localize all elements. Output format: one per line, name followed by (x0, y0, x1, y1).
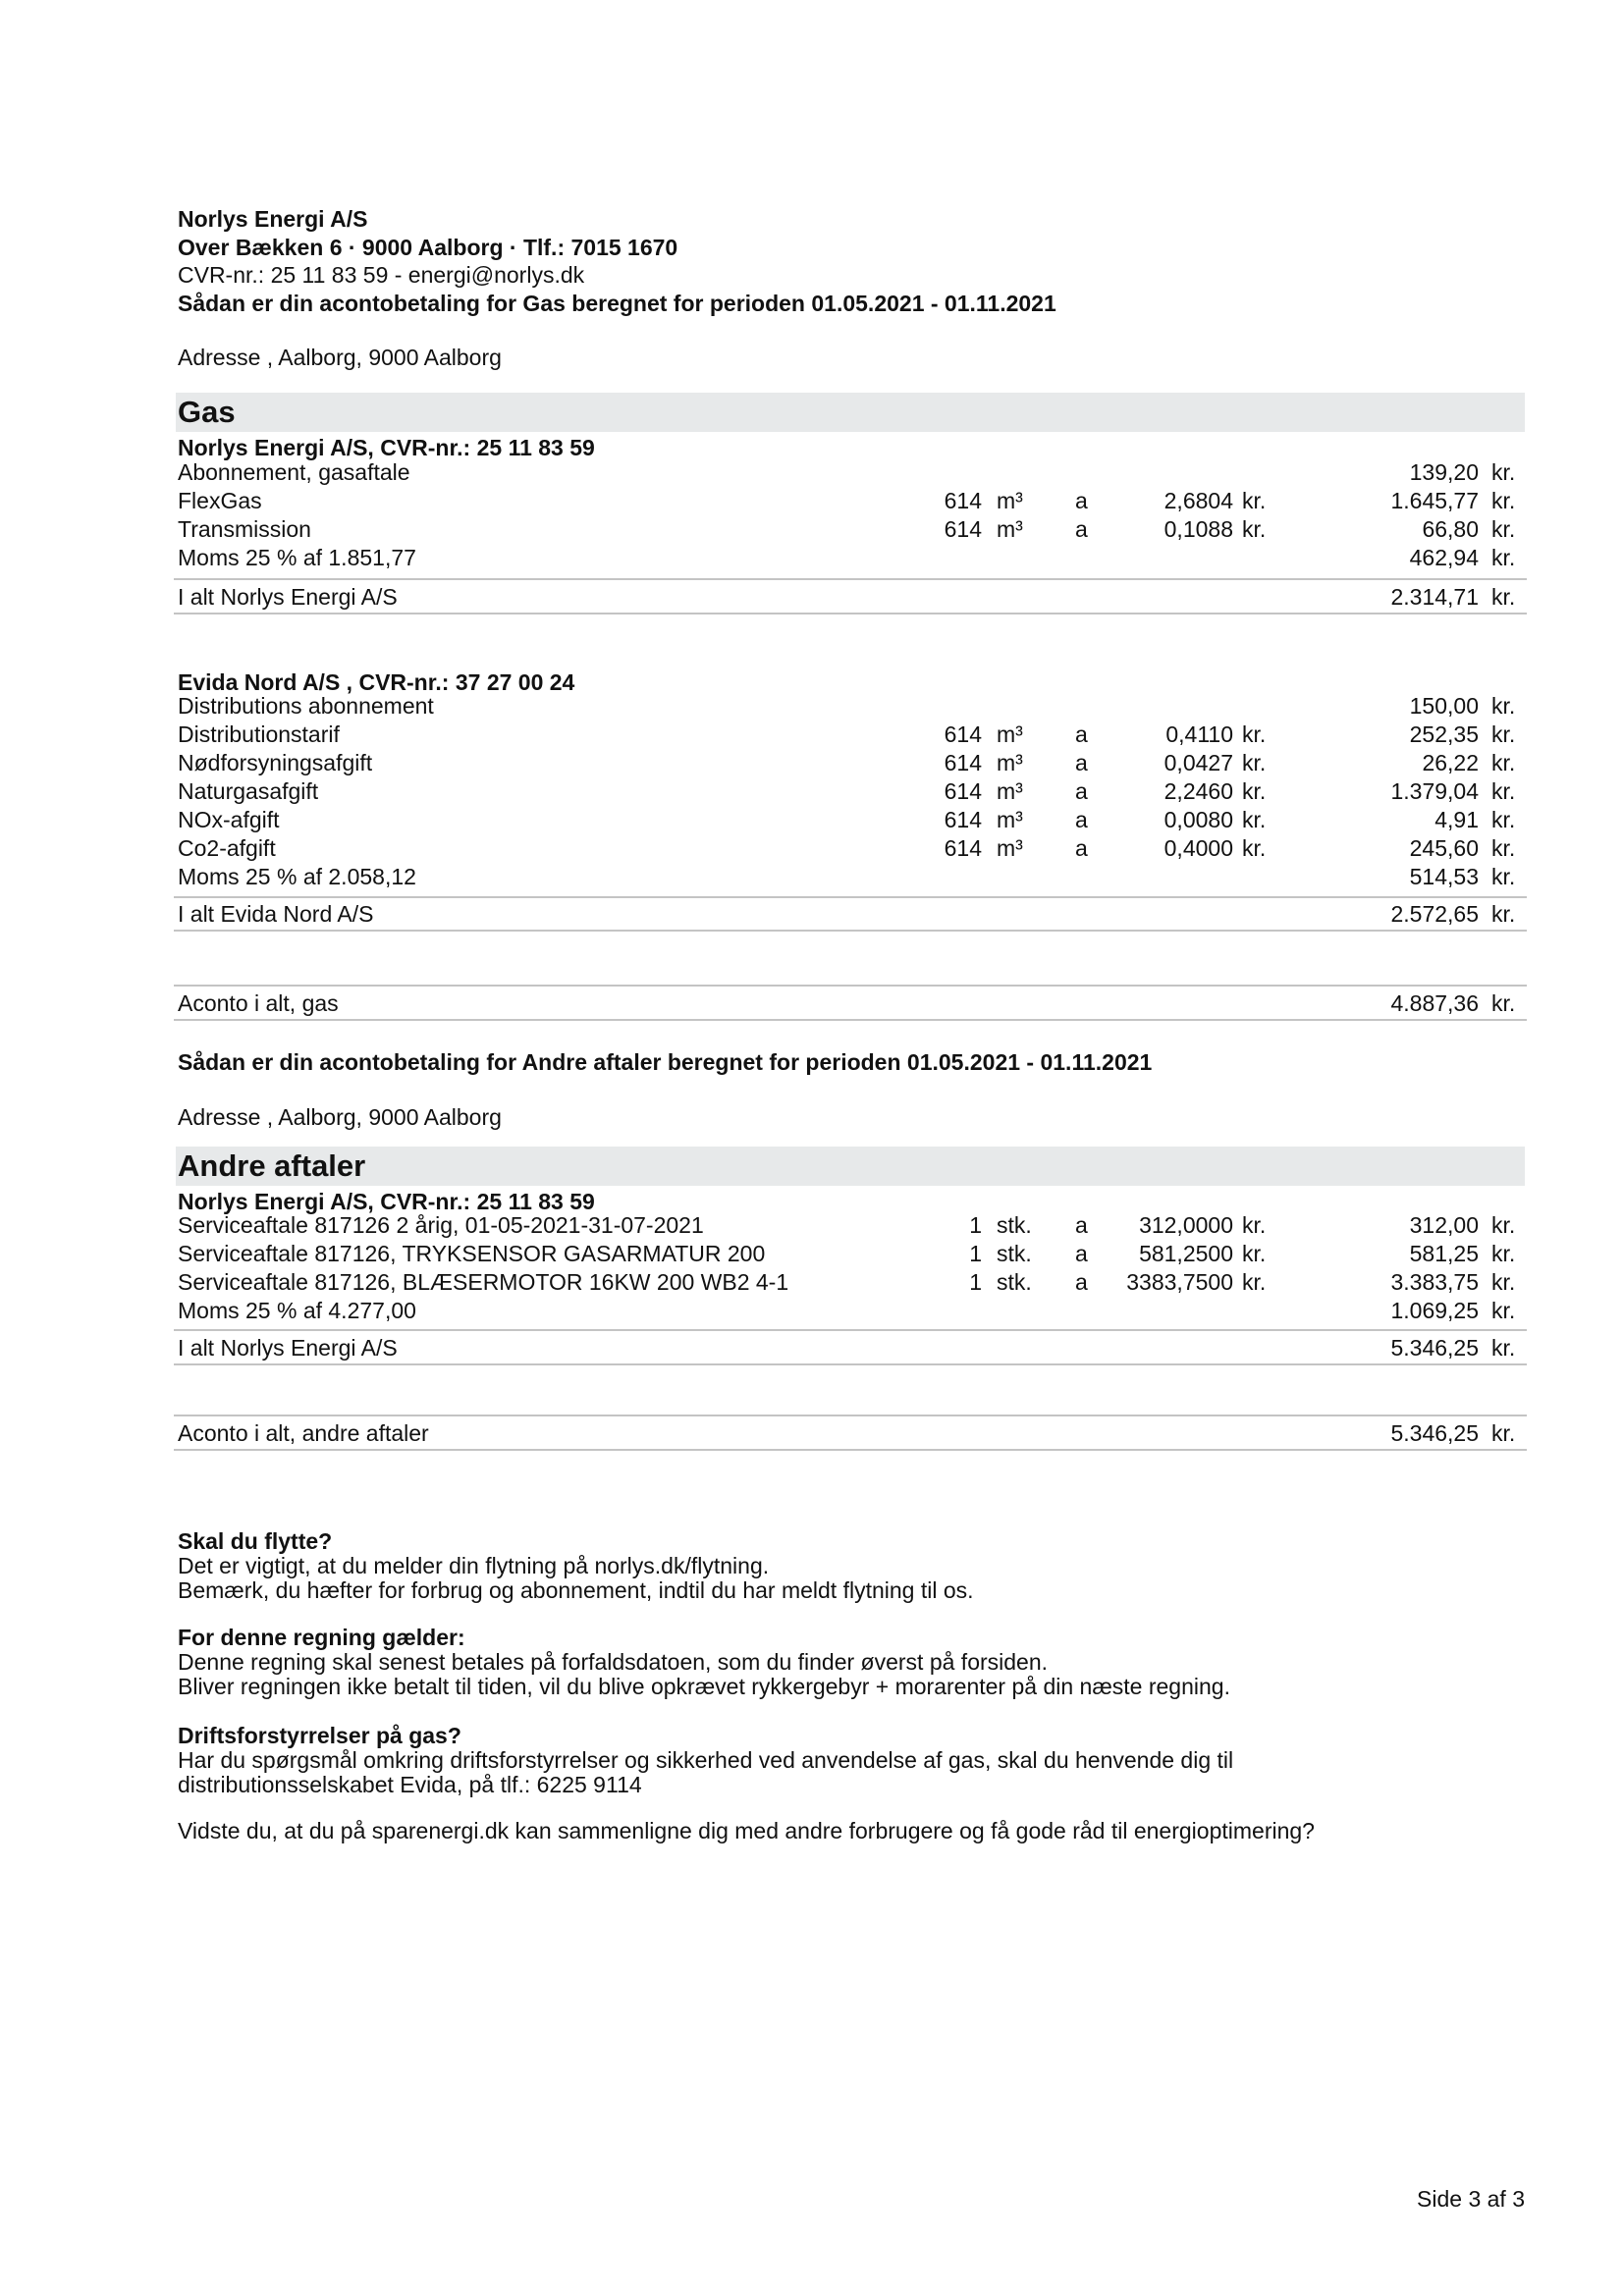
andre-norlys-heading: Norlys Energi A/S, CVR-nr.: 25 11 83 59 (178, 1189, 595, 1214)
line-item-amount-currency: kr. (1491, 807, 1516, 832)
line-item-unit-price: 2,2460 (1163, 778, 1233, 804)
line-item-row (178, 863, 1525, 891)
line-item-unit: stk. (997, 1212, 1032, 1238)
company-address: Over Bækken 6 · 9000 Aalborg · Tlf.: 7015 1670 (178, 235, 678, 260)
line-item-price-currency: kr. (1242, 721, 1267, 747)
page-number: Side 3 af 3 (1417, 2186, 1525, 2212)
line-item-quantity: 1 (969, 1269, 982, 1295)
note-outage (178, 1724, 1525, 1797)
note-bill-terms (178, 1626, 1525, 1699)
line-item-description: Serviceaftale 817126, TRYKSENSOR GASARMATUR 200 (178, 1241, 766, 1266)
line-item-unit: m³ (997, 721, 1023, 747)
line-item-price-currency: kr. (1242, 1241, 1267, 1266)
aconto-amount: 4.887,36 (1390, 990, 1479, 1016)
line-item-quantity: 1 (969, 1212, 982, 1238)
line-item-unit: m³ (997, 835, 1023, 861)
gas-address: Adresse , Aalborg, 9000 Aalborg (178, 345, 502, 370)
line-item-amount: 312,00 (1409, 1212, 1479, 1238)
aconto-label: Aconto i alt, andre aftaler (178, 1420, 429, 1446)
line-item-amount: 139,20 (1409, 459, 1479, 485)
line-item-amount: 150,00 (1409, 693, 1479, 719)
line-item-amount-currency: kr. (1491, 488, 1516, 513)
line-item-amount-currency: kr. (1491, 459, 1516, 485)
line-item-amount-currency: kr. (1491, 864, 1516, 889)
line-item-row (178, 777, 1525, 806)
line-item-at: a (1075, 778, 1088, 804)
line-item-amount: 514,53 (1409, 864, 1479, 889)
line-item-amount: 1.645,77 (1390, 488, 1479, 513)
line-item-at: a (1075, 1241, 1088, 1266)
line-item-amount-currency: kr. (1491, 545, 1516, 570)
line-item-amount-currency: kr. (1491, 516, 1516, 542)
line-item-description: Transmission (178, 516, 311, 542)
line-item-at: a (1075, 721, 1088, 747)
company-name: Norlys Energi A/S (178, 206, 368, 232)
line-item-price-currency: kr. (1242, 488, 1267, 513)
line-item-unit: m³ (997, 807, 1023, 832)
gas-evida-total (178, 900, 1525, 929)
line-item-unit: m³ (997, 516, 1023, 542)
line-item-description: Moms 25 % af 2.058,12 (178, 864, 416, 889)
line-item-description: Co2-afgift (178, 835, 276, 861)
note-line: Har du spørgsmål omkring driftsforstyrrelser og sikkerhed ved anvendelse af gas, skal du henvende dig til (178, 1747, 1234, 1773)
line-item-amount: 66,80 (1422, 516, 1479, 542)
line-item-price-currency: kr. (1242, 1212, 1267, 1238)
line-item-unit-price: 0,4110 (1165, 721, 1233, 747)
total-currency: kr. (1491, 1335, 1516, 1361)
total-amount: 2.572,65 (1390, 901, 1479, 927)
line-item-row (178, 806, 1525, 834)
line-item-unit: stk. (997, 1269, 1032, 1295)
note-line: Bliver regningen ikke betalt til tiden, vil du blive opkrævet rykkergebyr + morarenter på din næste regning. (178, 1674, 1230, 1699)
line-item-row (178, 692, 1525, 721)
line-item-unit-price: 2,6804 (1163, 488, 1233, 513)
line-item-row (178, 1211, 1525, 1240)
line-item-row (178, 458, 1525, 487)
line-item-unit: stk. (997, 1241, 1032, 1266)
line-item-price-currency: kr. (1242, 835, 1267, 861)
line-item-quantity: 1 (969, 1241, 982, 1266)
aconto-label: Aconto i alt, gas (178, 990, 339, 1016)
line-item-unit: m³ (997, 488, 1023, 513)
aconto-currency: kr. (1491, 990, 1516, 1016)
note-heading: Skal du flytte? (178, 1528, 333, 1554)
note-heading: Driftsforstyrrelser på gas? (178, 1723, 461, 1748)
line-item-description: Serviceaftale 817126 2 årig, 01-05-2021-31-07-2021 (178, 1212, 704, 1238)
line-item-price-currency: kr. (1242, 750, 1267, 775)
divider (174, 1363, 1527, 1365)
line-item-amount: 1.379,04 (1390, 778, 1479, 804)
line-item-description: Distributionstarif (178, 721, 340, 747)
note-line: Det er vigtigt, at du melder din flytning på norlys.dk/flytning. (178, 1553, 770, 1578)
line-item-quantity: 614 (944, 835, 982, 861)
line-item-row (178, 1297, 1525, 1325)
total-label: I alt Evida Nord A/S (178, 901, 374, 927)
line-item-quantity: 614 (944, 516, 982, 542)
divider (174, 985, 1527, 987)
gas-period-heading: Sådan er din acontobetaling for Gas beregnet for perioden 01.05.2021 - 01.11.2021 (178, 291, 1056, 316)
line-item-quantity: 614 (944, 488, 982, 513)
divider (174, 1019, 1527, 1021)
line-item-amount-currency: kr. (1491, 750, 1516, 775)
line-item-price-currency: kr. (1242, 516, 1267, 542)
gas-evida-heading: Evida Nord A/S , CVR-nr.: 37 27 00 24 (178, 669, 575, 695)
line-item-row (178, 487, 1525, 515)
line-item-amount: 245,60 (1409, 835, 1479, 861)
divider (174, 1449, 1527, 1451)
total-label: I alt Norlys Energi A/S (178, 1335, 398, 1361)
gas-section-band (176, 393, 1525, 432)
line-item-unit-price: 0,0427 (1163, 750, 1233, 775)
aconto-currency: kr. (1491, 1420, 1516, 1446)
total-amount: 5.346,25 (1390, 1335, 1479, 1361)
line-item-unit: m³ (997, 750, 1023, 775)
line-item-amount-currency: kr. (1491, 1212, 1516, 1238)
divider (174, 1329, 1527, 1331)
line-item-quantity: 614 (944, 721, 982, 747)
line-item-amount: 1.069,25 (1390, 1298, 1479, 1323)
line-item-at: a (1075, 750, 1088, 775)
line-item-amount: 26,22 (1422, 750, 1479, 775)
line-item-at: a (1075, 807, 1088, 832)
gas-norlys-total (178, 583, 1525, 612)
note-line: Denne regning skal senest betales på forfaldsdatoen, som du finder øverst på forsiden. (178, 1649, 1049, 1675)
andre-norlys-total (178, 1334, 1525, 1362)
note-line: distributionsselskabet Evida, på tlf.: 6225 9114 (178, 1772, 642, 1797)
line-item-description: FlexGas (178, 488, 262, 513)
company-cvr-email: CVR-nr.: 25 11 83 59 - energi@norlys.dk (178, 262, 585, 288)
line-item-row (178, 1268, 1525, 1297)
line-item-row (178, 544, 1525, 572)
total-currency: kr. (1491, 901, 1516, 927)
line-item-amount-currency: kr. (1491, 1298, 1516, 1323)
line-item-description: Serviceaftale 817126, BLÆSERMOTOR 16KW 200 WB2 4-1 (178, 1269, 789, 1295)
andre-period-heading: Sådan er din acontobetaling for Andre aftaler beregnet for perioden 01.05.2021 - 01.11.2021 (178, 1049, 1153, 1075)
divider (174, 930, 1527, 932)
total-currency: kr. (1491, 584, 1516, 610)
line-item-at: a (1075, 516, 1088, 542)
aconto-amount: 5.346,25 (1390, 1420, 1479, 1446)
total-amount: 2.314,71 (1390, 584, 1479, 610)
line-item-description: Naturgasafgift (178, 778, 319, 804)
line-item-unit-price: 312,0000 (1139, 1212, 1233, 1238)
gas-norlys-heading: Norlys Energi A/S, CVR-nr.: 25 11 83 59 (178, 435, 595, 460)
line-item-unit-price: 0,4000 (1163, 835, 1233, 861)
line-item-row (178, 1240, 1525, 1268)
note-line: Vidste du, at du på sparenergi.dk kan sammenligne dig med andre forbrugere og få gode råd til energioptimering? (178, 1818, 1315, 1843)
line-item-unit-price: 581,2500 (1139, 1241, 1233, 1266)
line-item-amount-currency: kr. (1491, 693, 1516, 719)
note-sparenergi-tip (178, 1819, 1525, 1843)
line-item-description: Moms 25 % af 1.851,77 (178, 545, 416, 570)
gas-aconto-total (178, 989, 1525, 1018)
line-item-description: Abonnement, gasaftale (178, 459, 410, 485)
line-item-amount: 462,94 (1409, 545, 1479, 570)
andre-address: Adresse , Aalborg, 9000 Aalborg (178, 1104, 502, 1130)
line-item-at: a (1075, 835, 1088, 861)
line-item-row (178, 515, 1525, 544)
note-heading: For denne regning gælder: (178, 1625, 465, 1650)
line-item-description: Distributions abonnement (178, 693, 434, 719)
line-item-amount-currency: kr. (1491, 1241, 1516, 1266)
line-item-description: NOx-afgift (178, 807, 280, 832)
total-label: I alt Norlys Energi A/S (178, 584, 398, 610)
line-item-amount-currency: kr. (1491, 778, 1516, 804)
line-item-quantity: 614 (944, 750, 982, 775)
line-item-unit-price: 0,1088 (1163, 516, 1233, 542)
line-item-at: a (1075, 1212, 1088, 1238)
line-item-unit-price: 3383,7500 (1126, 1269, 1233, 1295)
line-item-row (178, 749, 1525, 777)
line-item-price-currency: kr. (1242, 1269, 1267, 1295)
line-item-quantity: 614 (944, 807, 982, 832)
line-item-amount-currency: kr. (1491, 835, 1516, 861)
line-item-unit-price: 0,0080 (1163, 807, 1233, 832)
line-item-amount: 4,91 (1434, 807, 1479, 832)
divider (174, 896, 1527, 898)
note-line: Bemærk, du hæfter for forbrug og abonnement, indtil du har meldt flytning til os. (178, 1577, 974, 1603)
line-item-price-currency: kr. (1242, 807, 1267, 832)
line-item-at: a (1075, 1269, 1088, 1295)
line-item-description: Nødforsyningsafgift (178, 750, 373, 775)
note-moving (178, 1529, 1525, 1603)
divider (174, 578, 1527, 580)
line-item-amount: 581,25 (1409, 1241, 1479, 1266)
andre-section-title: Andre aftaler (178, 1148, 366, 1183)
divider (174, 1415, 1527, 1416)
andre-aconto-total (178, 1419, 1525, 1448)
line-item-unit: m³ (997, 778, 1023, 804)
line-item-amount-currency: kr. (1491, 721, 1516, 747)
line-item-quantity: 614 (944, 778, 982, 804)
divider (174, 613, 1527, 614)
andre-section-band (176, 1147, 1525, 1186)
line-item-price-currency: kr. (1242, 778, 1267, 804)
line-item-row (178, 834, 1525, 863)
line-item-description: Moms 25 % af 4.277,00 (178, 1298, 416, 1323)
line-item-amount: 252,35 (1409, 721, 1479, 747)
line-item-amount: 3.383,75 (1390, 1269, 1479, 1295)
line-item-row (178, 721, 1525, 749)
line-item-at: a (1075, 488, 1088, 513)
gas-section-title: Gas (178, 395, 236, 429)
line-item-amount-currency: kr. (1491, 1269, 1516, 1295)
